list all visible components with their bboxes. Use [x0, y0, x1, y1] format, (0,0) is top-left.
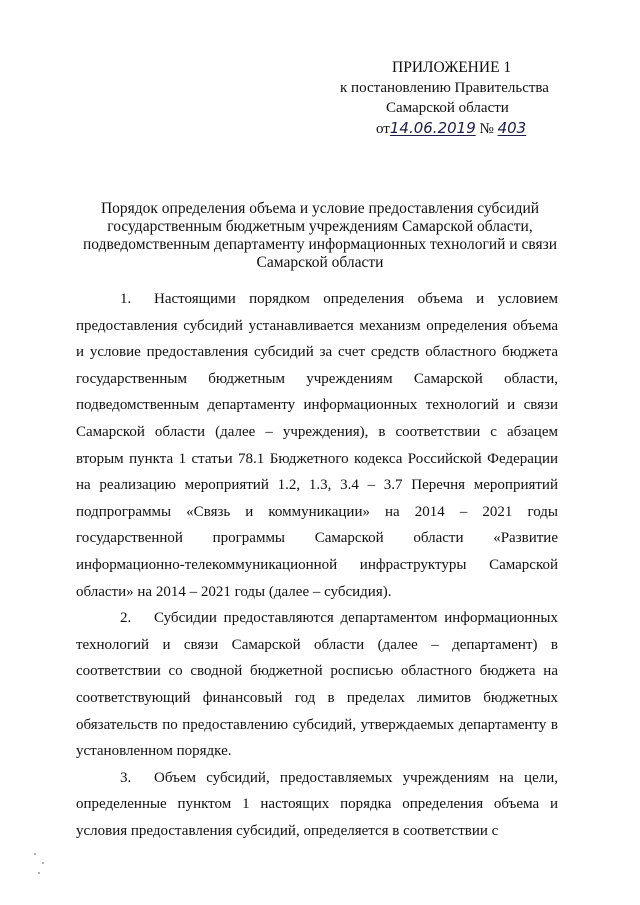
paragraph-number: 3. — [120, 769, 132, 786]
paragraph-text: Объем субсидий, предоставляемых учреждениям на цели, определенные пунктом 1 настоящих порядка определения объема и условия предоставления субсидий, определяется в соответствии с — [76, 769, 558, 839]
handwritten-number: 403 — [497, 119, 527, 137]
title-line-4: Самарской области — [256, 254, 384, 271]
scan-speck — [38, 872, 40, 874]
scan-speck — [34, 853, 36, 855]
document-title — [68, 200, 572, 272]
paragraph-number: 2. — [120, 610, 132, 627]
title-line-3: подведомственным департаменту информационных технологий и связи — [83, 236, 557, 253]
paragraph-2 — [76, 605, 558, 765]
appendix-header — [340, 58, 580, 139]
title-line-2: государственным бюджетным учреждениям Самарской области, — [107, 218, 533, 235]
paragraph-text: Настоящими порядком определения объема и условием предоставления субсидий устанавливается механизм определения объема и условие предоставления субсидий за счет средств областного бюджета государственным бюджетным учреждениям Самарской области, подведомственным департаменту информационных технологий и связи Самарской области (далее – учреждения), в соответствии с абзацем вторым пункта 1 статьи 78.1 Бюджетного кодекса Российской Федерации на реализацию мероприятий 1.2, 1.3, 3.4 – 3.7 Перечня мероприятий подпрограммы «Связь и коммуникации» на 2014 – 2021 годы государственной программы Самарской области «Развитие информационно-телекоммуникационной инфраструктуры Самарской области» на 2014 – 2021 годы (далее – субсидия). — [76, 291, 558, 600]
appendix-date-line — [340, 118, 580, 139]
handwritten-date: 14.06.2019 — [389, 119, 476, 137]
number-prefix: № — [479, 121, 494, 137]
date-prefix: от — [376, 121, 390, 137]
title-line-1: Порядок определения объема и условие предоставления субсидий — [100, 200, 540, 217]
paragraph-text: Субсидии предоставляются департаментом информационных технологий и связи Самарской области (далее – департамент) в соответствии со сводной бюджетной росписью областного бюджета на соответствующий финансовый год в пределах лимитов бюджетных обязательств по предоставлению субсидий, утверждаемых департаменту в установленном порядке. — [76, 610, 558, 760]
appendix-region: Самарской области — [386, 100, 509, 116]
paragraph-number: 1. — [120, 291, 132, 307]
appendix-title: ПРИЛОЖЕНИЕ 1 — [392, 59, 512, 76]
paragraph-1 — [76, 286, 558, 605]
scan-speck — [42, 862, 44, 864]
paragraph-3 — [76, 765, 558, 845]
appendix-reference: к постановлению Правительства — [340, 80, 549, 96]
document-body — [76, 286, 558, 844]
